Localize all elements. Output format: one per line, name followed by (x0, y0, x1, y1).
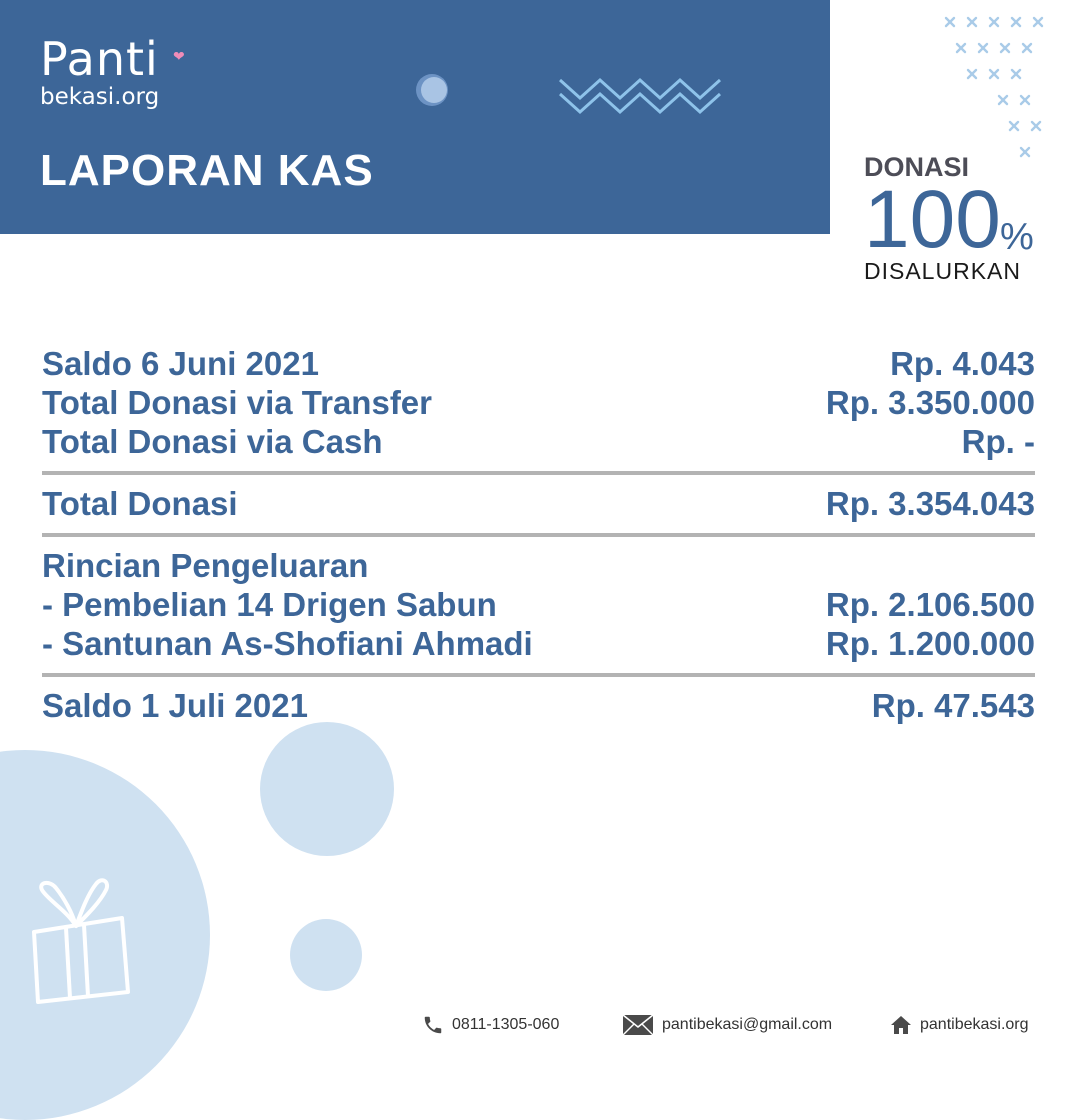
heart-icon: ❤ (173, 49, 186, 65)
decorative-circles-icon (410, 70, 460, 110)
cross-pattern-decoration-icon (940, 12, 1070, 162)
row-label: Total Donasi (42, 484, 238, 522)
row-value: Rp. 2.106.500 (825, 585, 1035, 623)
badge-top-text: DONASI (864, 152, 970, 182)
logo (40, 32, 186, 110)
logo-domain: bekasi.org (40, 84, 160, 110)
badge-bottom-text: DISALURKAN (864, 258, 1021, 284)
footer-email[interactable] (622, 1010, 832, 1040)
zigzag-decoration-icon (558, 72, 722, 118)
row-value: Rp. 4.043 (890, 344, 1035, 382)
decorative-circle-small (290, 919, 362, 991)
footer-website[interactable] (890, 1010, 1029, 1040)
divider (42, 673, 1035, 677)
row-label: - Pembelian 14 Drigen Sabun (42, 585, 497, 623)
row-label: Total Donasi via Cash (42, 422, 383, 460)
expenses-heading: Rincian Pengeluaran (42, 546, 369, 584)
home-icon (890, 1015, 912, 1035)
row-label: Total Donasi via Transfer (42, 383, 433, 421)
website-url: pantibekasi.org (920, 1016, 1029, 1033)
row-label: Saldo 6 Juni 2021 (42, 344, 319, 382)
report-row (42, 383, 1035, 422)
expenses-heading-row (42, 546, 1035, 585)
row-value: Rp. 3.350.000 (825, 383, 1035, 421)
badge-percent-sign: % (1000, 216, 1034, 258)
row-value: Rp. 47.543 (871, 686, 1035, 724)
footer-contacts (0, 1010, 1080, 1040)
row-label: - Santunan As-Shofiani Ahmadi (42, 624, 533, 662)
expense-row (42, 585, 1035, 624)
closing-balance-row (42, 686, 1035, 725)
row-value: Rp. - (961, 422, 1035, 460)
phone-icon (422, 1014, 444, 1036)
row-value: Rp. 1.200.000 (825, 624, 1035, 662)
divider (42, 471, 1035, 475)
footer-phone[interactable] (422, 1010, 559, 1040)
expense-row (42, 624, 1035, 663)
phone-number: 0811-1305-060 (452, 1016, 560, 1033)
report-row (42, 344, 1035, 383)
row-label: Saldo 1 Juli 2021 (42, 686, 308, 724)
gift-icon (26, 870, 136, 1010)
donation-badge (864, 152, 1034, 284)
page-title: LAPORAN KAS (40, 146, 374, 195)
total-donation-row (42, 484, 1035, 523)
divider (42, 533, 1035, 537)
cash-report (42, 344, 1035, 725)
report-row (42, 422, 1035, 461)
email-address: pantibekasi@gmail.com (662, 1016, 833, 1033)
badge-percentage-number: 100 (864, 174, 1001, 265)
envelope-icon (622, 1014, 654, 1036)
decorative-circle-medium (260, 722, 394, 856)
logo-wordmark: Panti (40, 32, 159, 86)
row-value: Rp. 3.354.043 (825, 484, 1035, 522)
